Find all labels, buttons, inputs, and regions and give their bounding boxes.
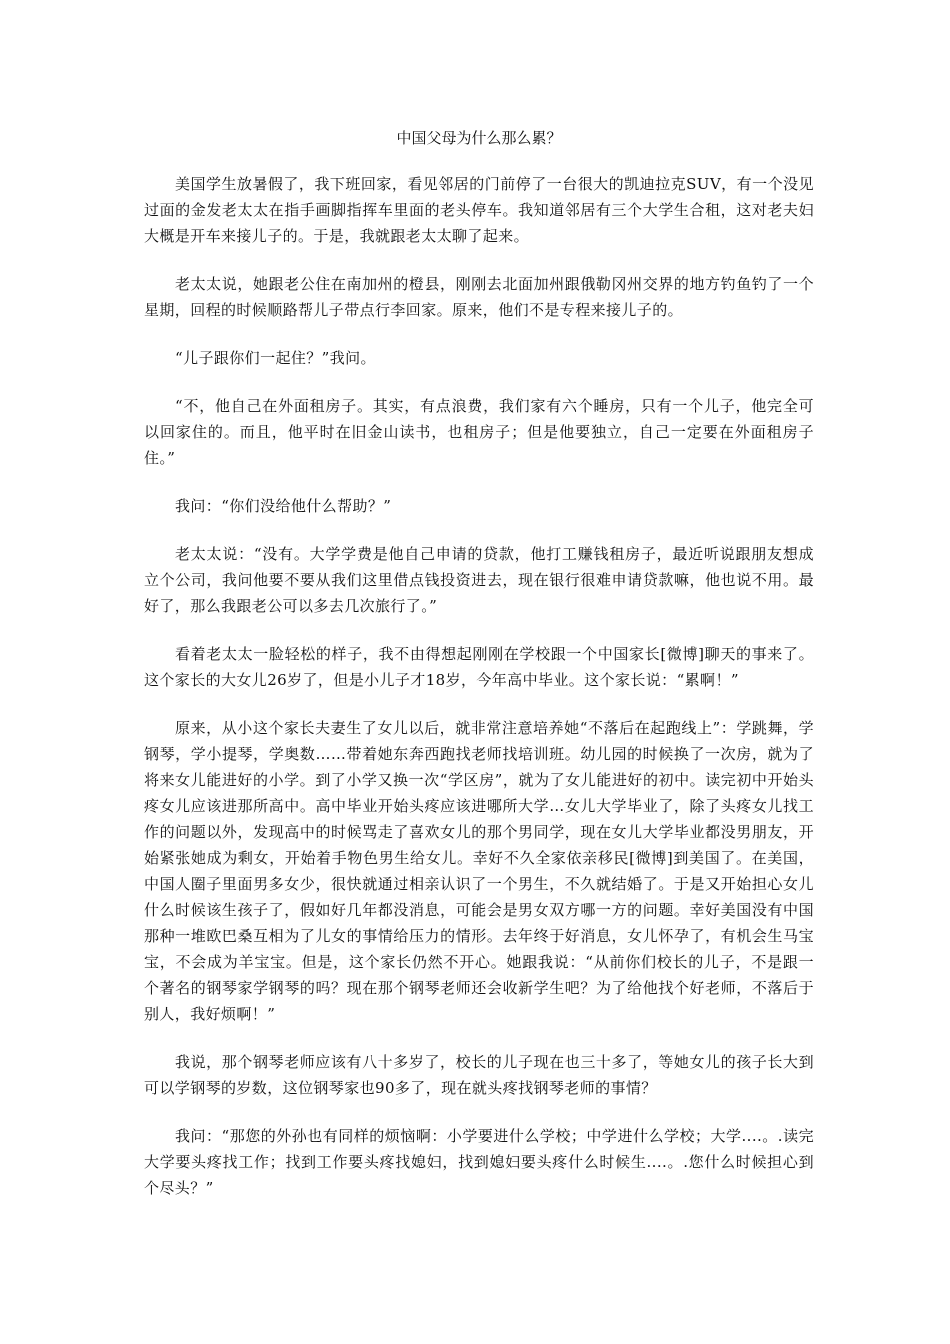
paragraph: 老太太说：“没有。大学学费是他自己申请的贷款，他打工赚钱租房子，最近听说跟朋友想成立个公司，我问他要不要从我们这里借点钱投资进去，现在银行很难申请贷款嘛，他也说不用。最好了，那么我跟老公可以多去几次旅行了。”	[144, 545, 814, 615]
paragraph: 老太太说，她跟老公住在南加州的橙县，刚刚去北面加州跟俄勒冈州交界的地方钓鱼钓了一个星期，回程的时候顺路帮儿子带点行李回家。原来，他们不是专程来接儿子的。	[144, 275, 814, 319]
document-title: 中国父母为什么那么累？	[396, 129, 562, 147]
paragraph: 原来，从小这个家长夫妻生了女儿以后，就非常注意培养她“不落后在起跑线上”：学跳舞，学钢琴，学小提琴，学奥数……带着她东奔西跑找老师找培训班。幼儿园的时候换了一次房，就为了将来女儿能进好的小学。到了小学又换一次“学区房”，就为了女儿能进好的初中。读完初中开始头疼女儿应该进那所高中。高中毕业开始头疼应该进哪所大学…女儿大学毕业了，除了头疼女儿找工作的问题以外，发现高中的时候骂走了喜欢女儿的那个男同学，现在女儿大学毕业都没男朋友，开始紧张她成为剩女，开始着手物色男生给女儿。幸好不久全家依亲移民[微博]到美国了。在美国，中国人圈子里面男多女少，很快就通过相亲认识了一个男生，不久就结婚了。于是又开始担心女儿什么时候该生孩子了，假如好几年都没消息，可能会是男女双方哪一方的问题。幸好美国没有中国那种一堆欧巴桑互相为了儿女的事情给压力的情形。去年终于好消息，女儿怀孕了，有机会生马宝宝，不会成为羊宝宝。但是，这个家长仍然不开心。她跟我说：“从前你们校长的儿子，不是跟一个著名的钢琴家学钢琴的吗？现在那个钢琴老师还会收新学生吧？为了给他找个好老师，不落后于别人，我好烦啊！”	[144, 719, 814, 1023]
paragraph: 看着老太太一脸轻松的样子，我不由得想起刚刚在学校跟一个中国家长[微博]聊天的事来了。这个家长的大女儿26岁了，但是小儿子才18岁，今年高中毕业。这个家长说：“累啊！”	[144, 645, 814, 689]
paragraph: 我问：“你们没给他什么帮助？”	[175, 497, 392, 515]
paragraph: 我说，那个钢琴老师应该有八十多岁了，校长的儿子现在也三十多了，等她女儿的孩子长大到可以学钢琴的岁数，这位钢琴家也90多了，现在就头疼找钢琴老师的事情？	[144, 1053, 814, 1097]
paragraph: 我问：“那您的外孙也有同样的烦恼啊：小学要进什么学校；中学进什么学校；大学....。.读完大学要头疼找工作；找到工作要头疼找媳妇，找到媳妇要头疼什么时候生....。.您什么时候担心到个尽头？”	[144, 1127, 814, 1197]
paragraph: “不，他自己在外面租房子。其实，有点浪费，我们家有六个睡房，只有一个儿子，他完全可以回家住的。而且，他平时在旧金山读书，也租房子；但是他要独立，自己一定要在外面租房子住。”	[144, 397, 814, 467]
paragraph: “儿子跟你们一起住？”我问。	[175, 349, 376, 367]
document-page	[144, 127, 814, 1223]
paragraph: 美国学生放暑假了，我下班回家，看见邻居的门前停了一台很大的凯迪拉克SUV，有一个没见过面的金发老太太在指手画脚指挥车里面的老头停车。我知道邻居有三个大学生合租，这对老夫妇大概是开车来接儿子的。于是，我就跟老太太聊了起来。	[144, 175, 814, 245]
